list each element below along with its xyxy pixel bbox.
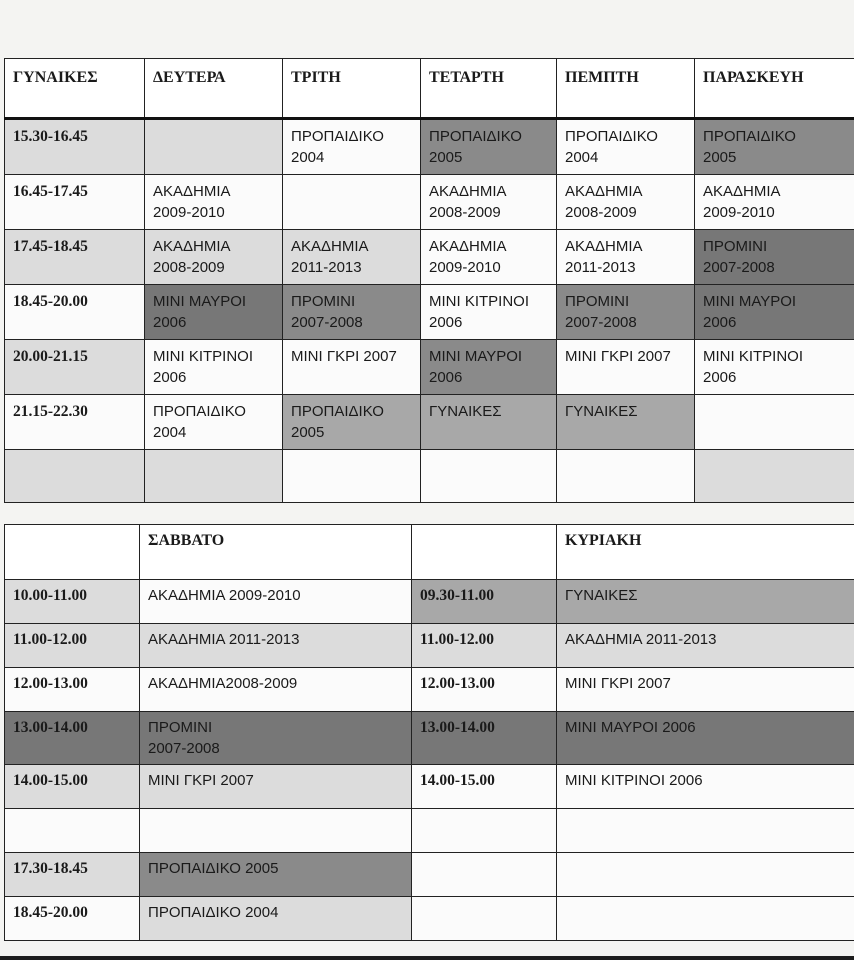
sunday-time	[412, 853, 557, 897]
saturday-time: 17.30-18.45	[5, 853, 140, 897]
header-women: ΓΥΝΑΙΚΕΣ	[5, 59, 145, 119]
sunday-time: 09.30-11.00	[412, 580, 557, 624]
header-empty	[412, 525, 557, 580]
saturday-time: 12.00-13.00	[5, 668, 140, 712]
schedule-cell: ΠΡΟΠΑΙΔΙΚΟ 2004	[145, 395, 283, 450]
schedule-cell: ΜΙΝΙ ΜΑΥΡΟΙ 2006	[695, 285, 854, 340]
schedule-cell: ΑΚΑΔΗΜΙΑ 2008-2009	[145, 230, 283, 285]
schedule-cell: ΑΚΑΔΗΜΙΑ 2009-2010	[145, 175, 283, 230]
schedule-cell	[695, 395, 854, 450]
time-slot: 20.00-21.15	[5, 340, 145, 395]
sunday-time	[412, 897, 557, 941]
header-tuesday: ΤΡΙΤΗ	[283, 59, 421, 119]
table-row	[5, 230, 854, 285]
table-row	[5, 175, 854, 230]
table-row	[5, 897, 854, 941]
saturday-time: 10.00-11.00	[5, 580, 140, 624]
saturday-cell: ΠΡΟΠΑΙΔΙΚΟ 2005	[140, 853, 412, 897]
weekday-schedule-table	[4, 58, 854, 503]
schedule-cell	[145, 450, 283, 503]
schedule-cell: ΑΚΑΔΗΜΙΑ 2009-2010	[695, 175, 854, 230]
sunday-time: 14.00-15.00	[412, 765, 557, 809]
saturday-cell: ΠΡΟΜΙΝΙ 2007-2008	[140, 712, 412, 765]
saturday-time: 18.45-20.00	[5, 897, 140, 941]
time-slot: 15.30-16.45	[5, 119, 145, 175]
table-row	[5, 119, 854, 175]
sunday-time	[412, 809, 557, 853]
header-saturday: ΣΑΒΒΑΤΟ	[140, 525, 412, 580]
schedule-cell: ΜΙΝΙ ΓΚΡΙ 2007	[283, 340, 421, 395]
time-slot: 21.15-22.30	[5, 395, 145, 450]
sunday-cell: ΑΚΑΔΗΜΙΑ 2011-2013	[557, 624, 854, 668]
sunday-time: 13.00-14.00	[412, 712, 557, 765]
table-row	[5, 285, 854, 340]
table-row	[5, 809, 854, 853]
schedule-cell: ΑΚΑΔΗΜΙΑ 2011-2013	[557, 230, 695, 285]
table-row	[5, 580, 854, 624]
saturday-time: 14.00-15.00	[5, 765, 140, 809]
header-thursday: ΠΕΜΠΤΗ	[557, 59, 695, 119]
header-friday: ΠΑΡΑΣΚΕΥΗ	[695, 59, 854, 119]
table-row	[5, 765, 854, 809]
table-row	[5, 395, 854, 450]
schedule-cell: ΑΚΑΔΗΜΙΑ 2011-2013	[283, 230, 421, 285]
schedule-cell: ΜΙΝΙ ΓΚΡΙ 2007	[557, 340, 695, 395]
schedule-cell: ΠΡΟΠΑΙΔΙΚΟ 2004	[557, 119, 695, 175]
saturday-time	[5, 809, 140, 853]
table-row	[5, 712, 854, 765]
schedule-cell: ΠΡΟΜΙΝΙ 2007-2008	[557, 285, 695, 340]
time-slot: 17.45-18.45	[5, 230, 145, 285]
schedule-cell: ΠΡΟΠΑΙΔΙΚΟ 2005	[283, 395, 421, 450]
sunday-cell: ΜΙΝΙ ΜΑΥΡΟΙ 2006	[557, 712, 854, 765]
header-monday: ΔΕΥΤΕΡΑ	[145, 59, 283, 119]
schedule-cell	[695, 450, 854, 503]
schedule-cell: ΜΙΝΙ ΚΙΤΡΙΝΟΙ 2006	[145, 340, 283, 395]
schedule-cell	[283, 450, 421, 503]
table-row	[5, 624, 854, 668]
table-row	[5, 450, 854, 503]
header-wednesday: ΤΕΤΑΡΤΗ	[421, 59, 557, 119]
schedule-cell: ΜΙΝΙ ΜΑΥΡΟΙ 2006	[421, 340, 557, 395]
schedule-cell: ΠΡΟΜΙΝΙ 2007-2008	[283, 285, 421, 340]
time-slot: 16.45-17.45	[5, 175, 145, 230]
table-row	[5, 853, 854, 897]
schedule-cell: ΠΡΟΜΙΝΙ 2007-2008	[695, 230, 854, 285]
sunday-cell	[557, 897, 854, 941]
schedule-cell: ΜΙΝΙ ΚΙΤΡΙΝΟΙ 2006	[695, 340, 854, 395]
saturday-cell: ΠΡΟΠΑΙΔΙΚΟ 2004	[140, 897, 412, 941]
saturday-cell	[140, 809, 412, 853]
saturday-cell: ΑΚΑΔΗΜΙΑ 2011-2013	[140, 624, 412, 668]
sunday-cell: ΓΥΝΑΙΚΕΣ	[557, 580, 854, 624]
time-slot: 18.45-20.00	[5, 285, 145, 340]
saturday-cell: ΜΙΝΙ ΓΚΡΙ 2007	[140, 765, 412, 809]
table-row	[5, 668, 854, 712]
schedule-cell: ΠΡΟΠΑΙΔΙΚΟ 2005	[695, 119, 854, 175]
schedule-cell	[421, 450, 557, 503]
bottom-edge-divider	[0, 956, 854, 960]
saturday-time: 13.00-14.00	[5, 712, 140, 765]
saturday-cell: ΑΚΑΔΗΜΙΑ 2009-2010	[140, 580, 412, 624]
saturday-time: 11.00-12.00	[5, 624, 140, 668]
header-sunday: ΚΥΡΙΑΚΗ	[557, 525, 854, 580]
table-row	[5, 340, 854, 395]
saturday-cell: ΑΚΑΔΗΜΙΑ2008-2009	[140, 668, 412, 712]
schedule-cell: ΓΥΝΑΙΚΕΣ	[421, 395, 557, 450]
schedule-cell: ΓΥΝΑΙΚΕΣ	[557, 395, 695, 450]
sunday-cell	[557, 853, 854, 897]
sunday-time: 11.00-12.00	[412, 624, 557, 668]
sunday-cell	[557, 809, 854, 853]
schedule-cell: ΜΙΝΙ ΜΑΥΡΟΙ 2006	[145, 285, 283, 340]
header-empty	[5, 525, 140, 580]
schedule-cell: ΜΙΝΙ ΚΙΤΡΙΝΟΙ 2006	[421, 285, 557, 340]
sunday-time: 12.00-13.00	[412, 668, 557, 712]
weekend-schedule-table	[4, 524, 854, 941]
sunday-cell: ΜΙΝΙ ΚΙΤΡΙΝΟΙ 2006	[557, 765, 854, 809]
schedule-cell: ΑΚΑΔΗΜΙΑ 2008-2009	[557, 175, 695, 230]
schedule-cell: ΠΡΟΠΑΙΔΙΚΟ 2005	[421, 119, 557, 175]
schedule-cell: ΑΚΑΔΗΜΙΑ 2009-2010	[421, 230, 557, 285]
schedule-cell	[145, 119, 283, 175]
weekday-header-row	[5, 59, 854, 119]
time-slot	[5, 450, 145, 503]
weekend-header-row	[5, 525, 854, 580]
schedule-cell	[283, 175, 421, 230]
schedule-cell: ΑΚΑΔΗΜΙΑ 2008-2009	[421, 175, 557, 230]
schedule-cell	[557, 450, 695, 503]
sunday-cell: ΜΙΝΙ ΓΚΡΙ 2007	[557, 668, 854, 712]
schedule-cell: ΠΡΟΠΑΙΔΙΚΟ 2004	[283, 119, 421, 175]
